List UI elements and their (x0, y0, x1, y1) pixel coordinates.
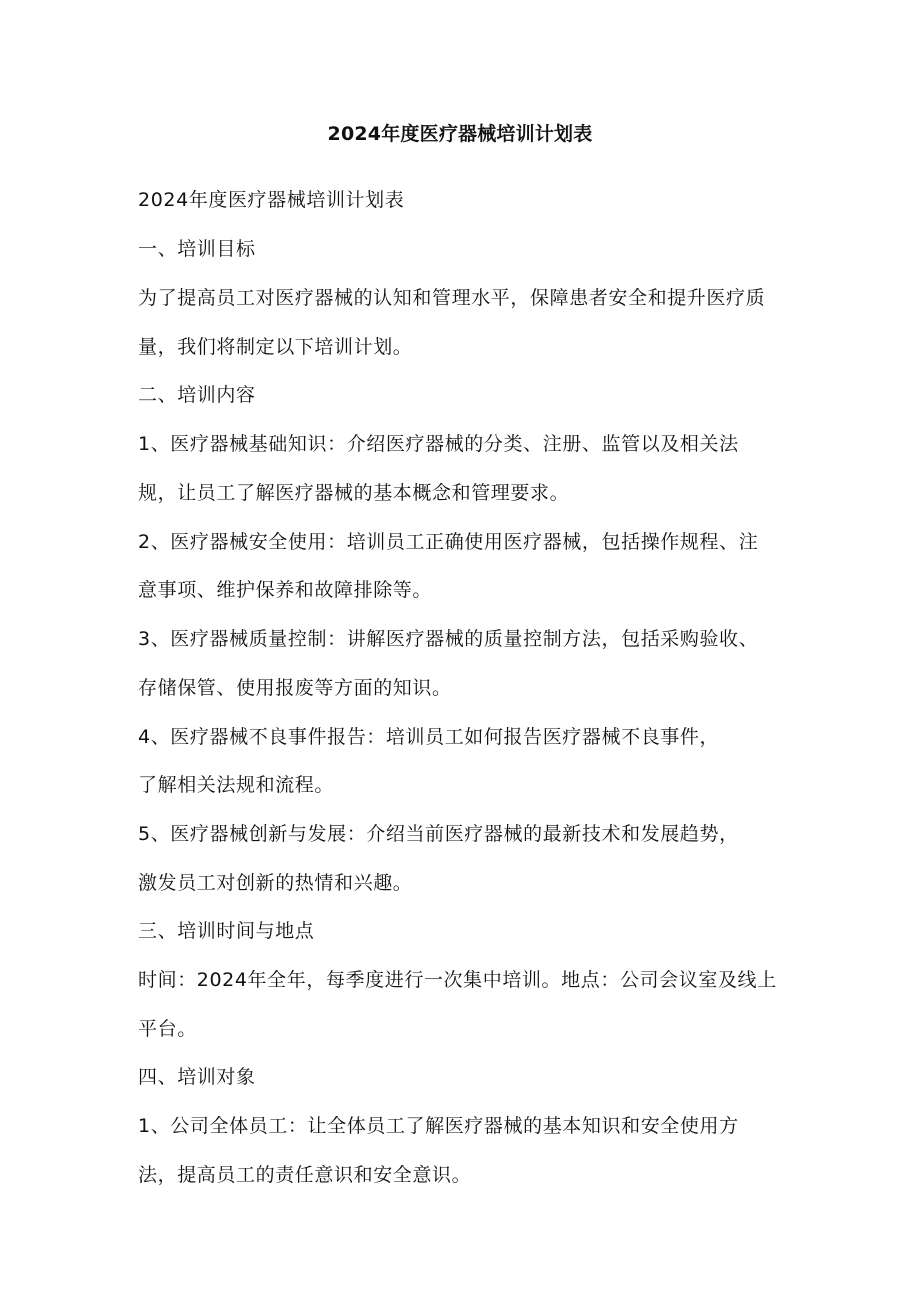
paragraph-line: 4、医疗器械不良事件报告：培训员工如何报告医疗器械不良事件， (138, 726, 720, 748)
section-heading-content: 二、培训内容 (138, 384, 256, 406)
paragraph-line: 了解相关法规和流程。 (138, 774, 335, 796)
paragraph-line-subtitle: 2024年度医疗器械培训计划表 (138, 189, 405, 211)
paragraph-line: 规，让员工了解医疗器械的基本概念和管理要求。 (138, 482, 570, 504)
paragraph-line: 意事项、维护保养和故障排除等。 (138, 579, 433, 601)
section-heading-objectives: 一、培训目标 (138, 238, 256, 260)
paragraph-line: 5、医疗器械创新与发展：介绍当前医疗器械的最新技术和发展趋势， (138, 823, 739, 845)
paragraph-line: 1、医疗器械基础知识：介绍医疗器械的分类、注册、监管以及相关法 (138, 433, 739, 455)
paragraph-line: 1、公司全体员工：让全体员工了解医疗器械的基本知识和安全使用方 (138, 1115, 739, 1137)
paragraph-line: 时间：2024年全年，每季度进行一次集中培训。地点：公司会议室及线上 (138, 969, 777, 991)
paragraph-line: 法，提高员工的责任意识和安全意识。 (138, 1164, 472, 1186)
document-title: 2024年度医疗器械培训计划表 (327, 123, 593, 145)
paragraph-line: 3、医疗器械质量控制：讲解医疗器械的质量控制方法，包括采购验收、 (138, 628, 759, 650)
paragraph-line: 2、医疗器械安全使用：培训员工正确使用医疗器械，包括操作规程、注 (138, 531, 759, 553)
paragraph-line: 存储保管、使用报废等方面的知识。 (138, 677, 452, 699)
paragraph-line: 量，我们将制定以下培训计划。 (138, 336, 413, 358)
paragraph-line: 平台。 (138, 1018, 197, 1040)
section-heading-time-place: 三、培训时间与地点 (138, 920, 315, 942)
paragraph-line: 激发员工对创新的热情和兴趣。 (138, 872, 413, 894)
section-heading-audience: 四、培训对象 (138, 1066, 256, 1088)
paragraph-line: 为了提高员工对医疗器械的认知和管理水平，保障患者安全和提升医疗质 (138, 287, 766, 309)
